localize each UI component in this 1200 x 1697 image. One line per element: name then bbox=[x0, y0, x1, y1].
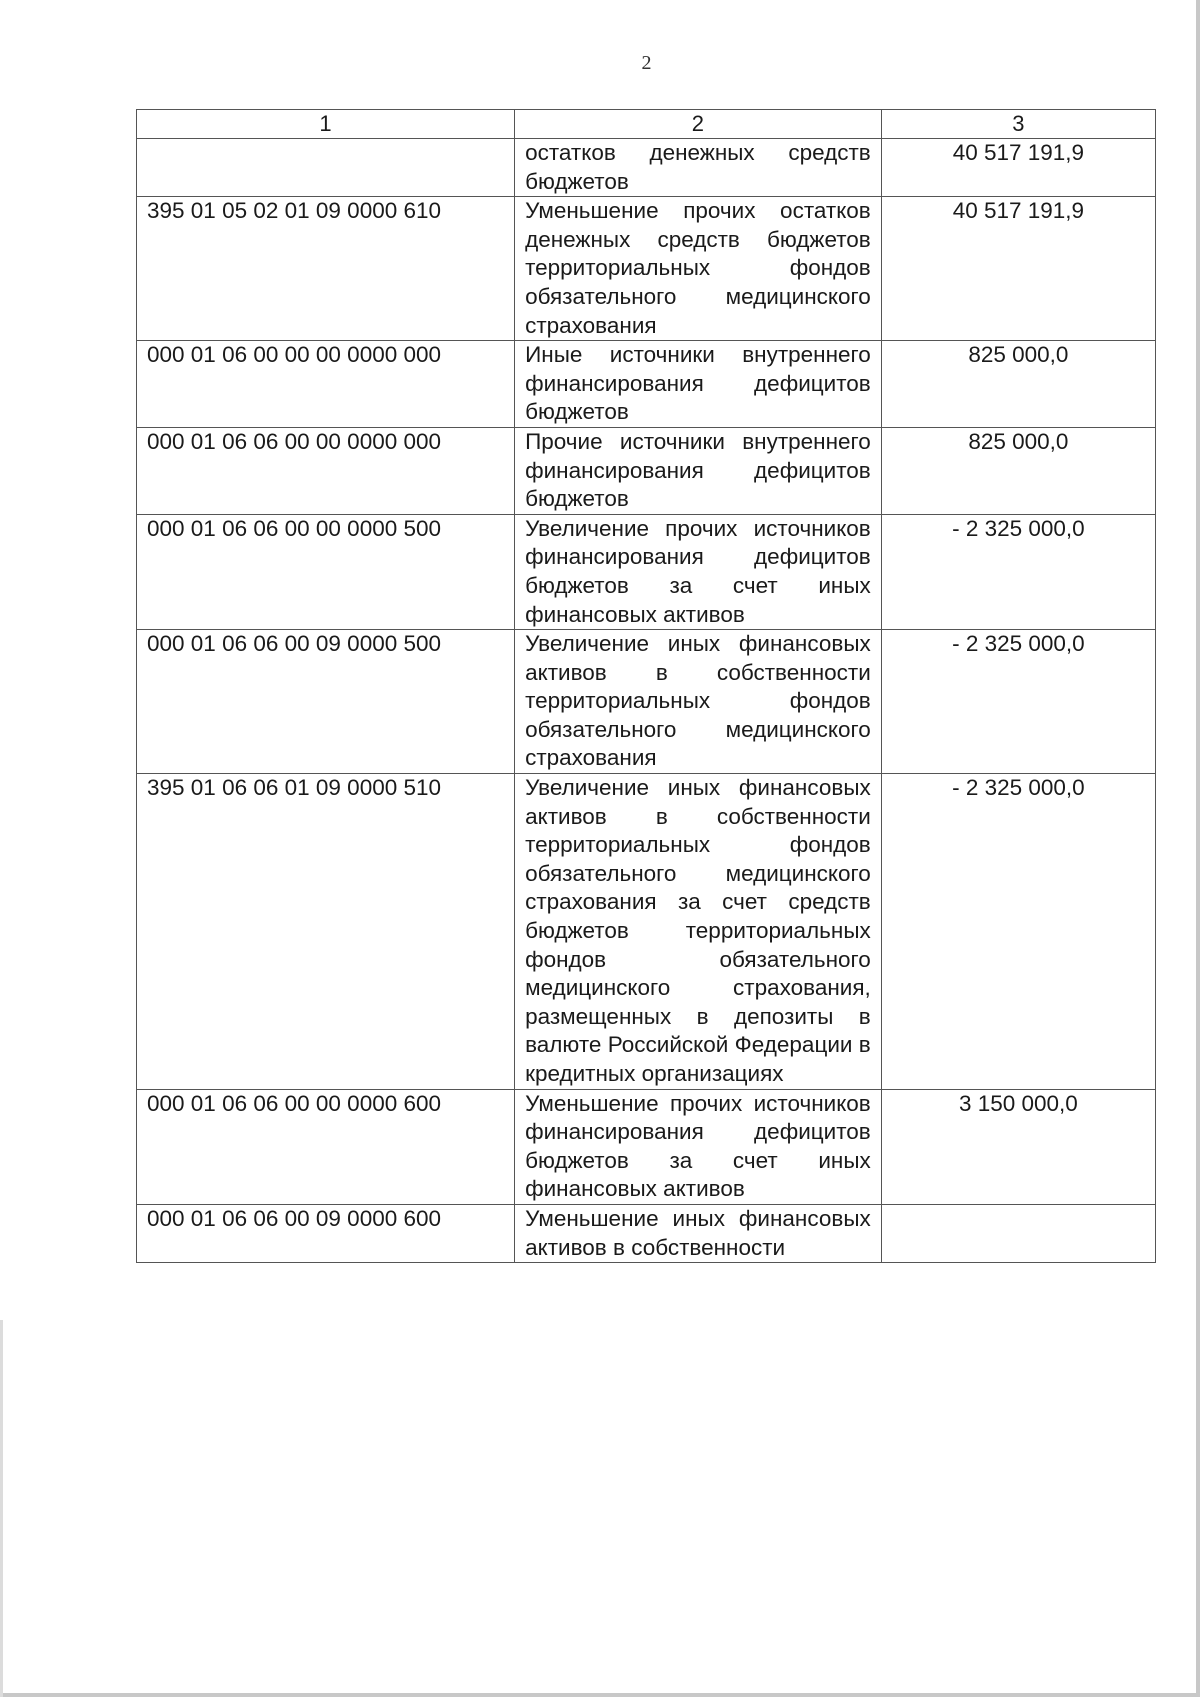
row-description: остатков денежных средств бюджетов bbox=[515, 139, 882, 197]
row-code: 395 01 05 02 01 09 0000 610 bbox=[137, 197, 515, 341]
row-amount: 40 517 191,9 bbox=[881, 197, 1155, 341]
row-amount: - 2 325 000,0 bbox=[881, 630, 1155, 774]
row-amount bbox=[881, 1204, 1155, 1262]
table-row bbox=[137, 514, 1156, 629]
row-amount: 825 000,0 bbox=[881, 427, 1155, 514]
column-header-2: 2 bbox=[515, 110, 882, 139]
row-amount: - 2 325 000,0 bbox=[881, 514, 1155, 629]
table-row bbox=[137, 139, 1156, 197]
page-edge-right bbox=[1196, 0, 1200, 1697]
table-row bbox=[137, 774, 1156, 1090]
page-edge-left bbox=[0, 1320, 3, 1697]
row-description: Увеличение прочих источников финансирования дефицитов бюджетов за счет иных финансовых активов bbox=[515, 514, 882, 629]
row-code: 000 01 06 06 00 00 0000 500 bbox=[137, 514, 515, 629]
table-row bbox=[137, 197, 1156, 341]
row-description: Увеличение иных финансовых активов в собственности территориальных фондов обязательного медицинского страхования за счет средств бюджетов территориальных фондов обязательного медицинского страхования, размещенных в депозиты в валюте Российской Федерации в кредитных организациях bbox=[515, 774, 882, 1090]
row-code: 395 01 06 06 01 09 0000 510 bbox=[137, 774, 515, 1090]
budget-sources-table bbox=[136, 109, 1156, 1263]
column-header-1: 1 bbox=[137, 110, 515, 139]
table-row bbox=[137, 1204, 1156, 1262]
table-row bbox=[137, 630, 1156, 774]
row-code: 000 01 06 06 00 00 0000 600 bbox=[137, 1089, 515, 1204]
row-description: Иные источники внутреннего финансирования дефицитов бюджетов bbox=[515, 341, 882, 428]
row-amount: - 2 325 000,0 bbox=[881, 774, 1155, 1090]
page-number: 2 bbox=[641, 52, 652, 74]
row-code bbox=[137, 139, 515, 197]
row-description: Уменьшение иных финансовых активов в собственности bbox=[515, 1204, 882, 1262]
table-header-row bbox=[137, 110, 1156, 139]
row-code: 000 01 06 06 00 09 0000 500 bbox=[137, 630, 515, 774]
table-row bbox=[137, 341, 1156, 428]
row-description: Уменьшение прочих остатков денежных средств бюджетов территориальных фондов обязательного медицинского страхования bbox=[515, 197, 882, 341]
row-description: Уменьшение прочих источников финансирования дефицитов бюджетов за счет иных финансовых активов bbox=[515, 1089, 882, 1204]
column-header-3: 3 bbox=[881, 110, 1155, 139]
row-description: Увеличение иных финансовых активов в собственности территориальных фондов обязательного медицинского страхования bbox=[515, 630, 882, 774]
table-row bbox=[137, 1089, 1156, 1204]
row-code: 000 01 06 06 00 00 0000 000 bbox=[137, 427, 515, 514]
page-edge-bottom bbox=[0, 1693, 1200, 1697]
row-amount: 3 150 000,0 bbox=[881, 1089, 1155, 1204]
row-code: 000 01 06 00 00 00 0000 000 bbox=[137, 341, 515, 428]
row-code: 000 01 06 06 00 09 0000 600 bbox=[137, 1204, 515, 1262]
table-row bbox=[137, 427, 1156, 514]
row-amount: 40 517 191,9 bbox=[881, 139, 1155, 197]
row-amount: 825 000,0 bbox=[881, 341, 1155, 428]
row-description: Прочие источники внутреннего финансирования дефицитов бюджетов bbox=[515, 427, 882, 514]
